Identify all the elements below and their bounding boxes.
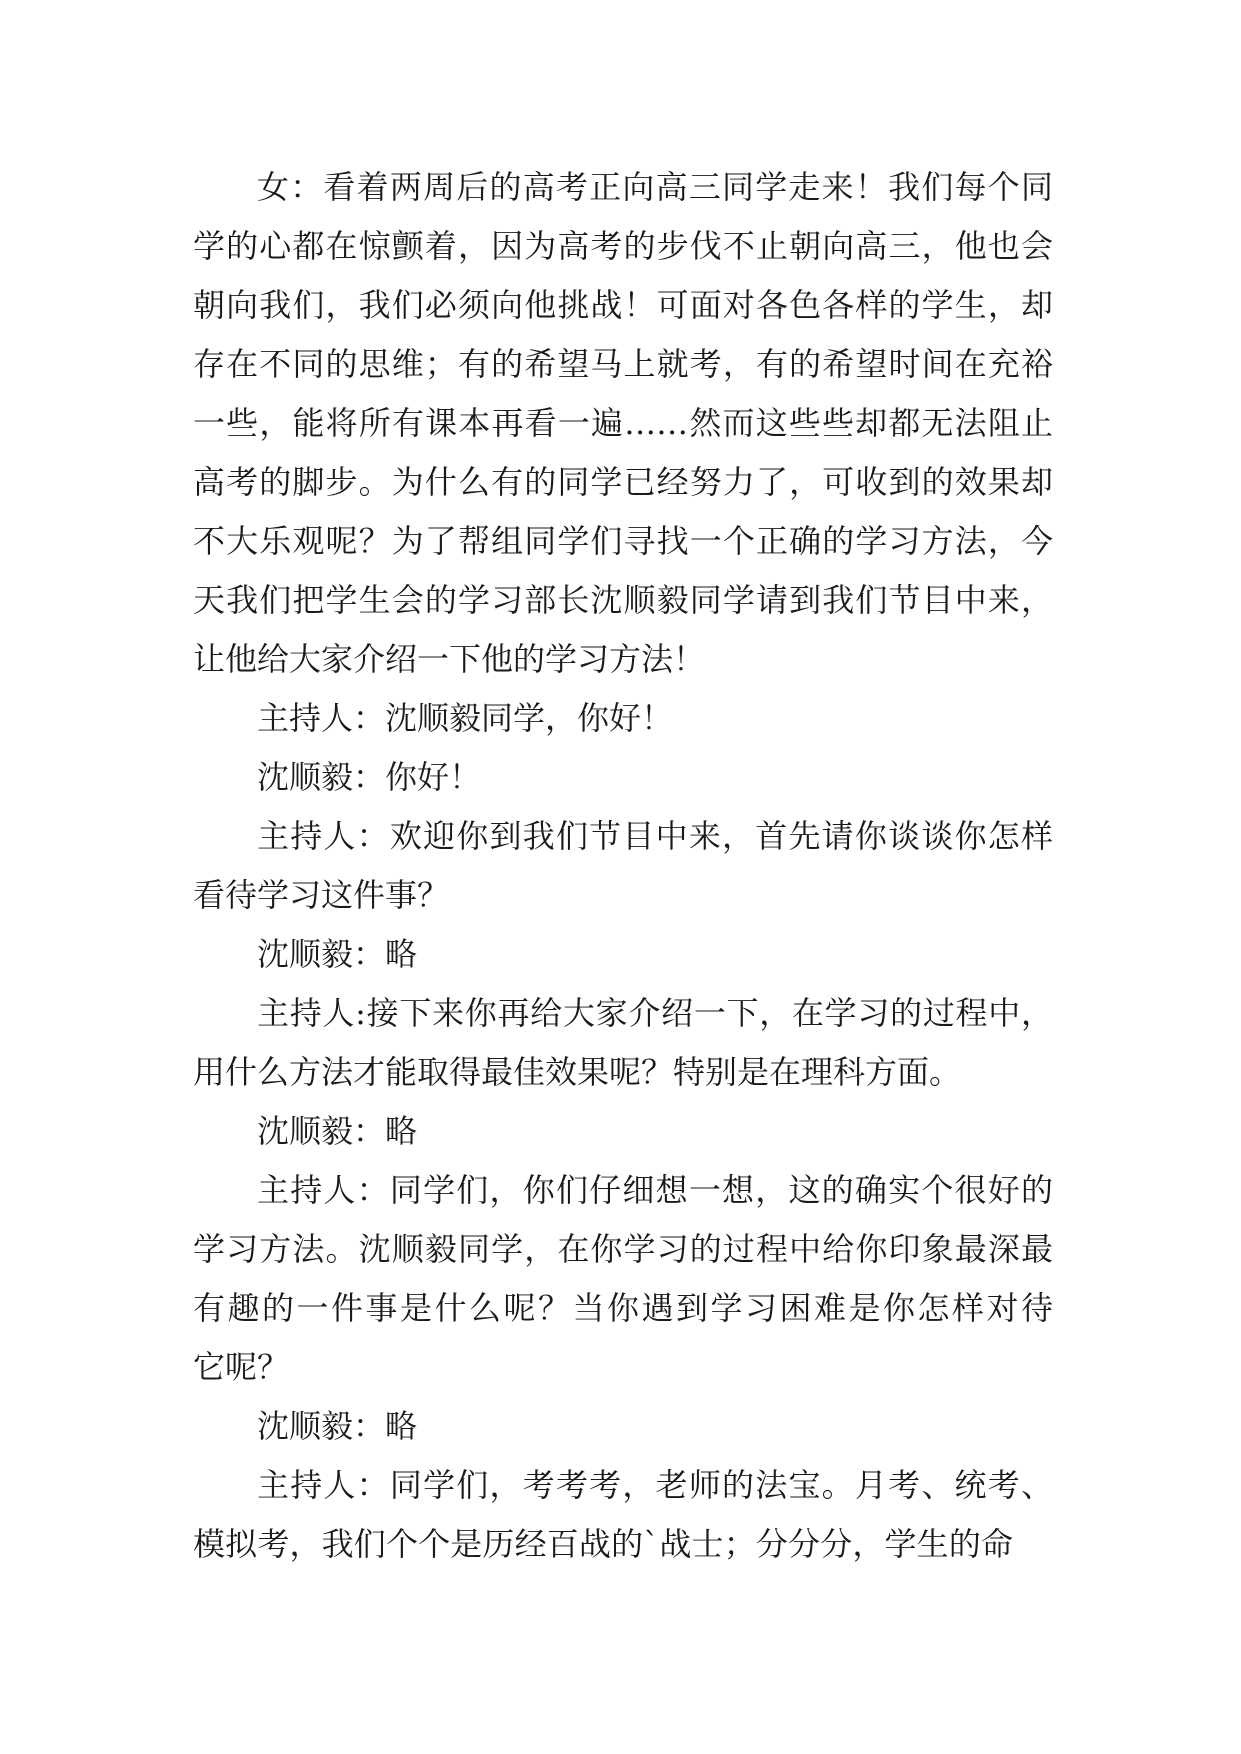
dialogue-line: 看待学习这件事？ xyxy=(193,876,450,914)
dialogue-line: 沈顺毅：你好！ xyxy=(257,758,482,796)
dialogue-line: 用什么方法才能取得最佳效果呢？特别是在理科方面。 xyxy=(193,1053,962,1091)
dialogue-line: 主持人：同学们，考考考，老师的法宝。月考、统考、 xyxy=(257,1466,1053,1504)
paragraph-line: 学的心都在惊颤着，因为高考的步伐不止朝向高三，他也会 xyxy=(193,227,1053,265)
document-body xyxy=(193,158,1053,1574)
paragraph-line: 让他给大家介绍一下他的学习方法！ xyxy=(193,640,706,678)
dialogue-line: 主持人：沈顺毅同学，你好！ xyxy=(257,699,674,737)
dialogue-line: 沈顺毅：略 xyxy=(257,1407,418,1445)
dialogue-line: 沈顺毅：略 xyxy=(257,935,418,973)
dialogue-line: 有趣的一件事是什么呢？当你遇到学习困难是你怎样对待 xyxy=(193,1289,1053,1327)
dialogue-line: 它呢？ xyxy=(193,1348,290,1386)
paragraph-line: 存在不同的思维；有的希望马上就考，有的希望时间在充裕 xyxy=(193,345,1053,383)
dialogue-line: 模拟考，我们个个是历经百战的`战士；分分分，学生的命 xyxy=(193,1525,1013,1563)
dialogue-line: 主持人：同学们，你们仔细想一想，这的确实个很好的 xyxy=(257,1171,1053,1209)
paragraph-line: 一些，能将所有课本再看一遍……然而这些些却都无法阻止 xyxy=(193,404,1053,442)
paragraph-line: 天我们把学生会的学习部长沈顺毅同学请到我们节目中来， xyxy=(193,581,1053,619)
dialogue-line: 主持人：欢迎你到我们节目中来，首先请你谈谈你怎样 xyxy=(257,817,1053,855)
paragraph-line: 高考的脚步。为什么有的同学已经努力了，可收到的效果却 xyxy=(193,463,1053,501)
dialogue-line: 学习方法。沈顺毅同学，在你学习的过程中给你印象最深最 xyxy=(193,1230,1053,1268)
dialogue-line: 主持人:接下来你再给大家介绍一下，在学习的过程中， xyxy=(257,994,1053,1032)
paragraph-line: 不大乐观呢？为了帮组同学们寻找一个正确的学习方法，今 xyxy=(193,522,1053,560)
paragraph-line: 女：看着两周后的高考正向高三同学走来！我们每个同 xyxy=(257,168,1053,206)
paragraph-line: 朝向我们，我们必须向他挑战！可面对各色各样的学生，却 xyxy=(193,286,1053,324)
dialogue-line: 沈顺毅：略 xyxy=(257,1112,418,1150)
